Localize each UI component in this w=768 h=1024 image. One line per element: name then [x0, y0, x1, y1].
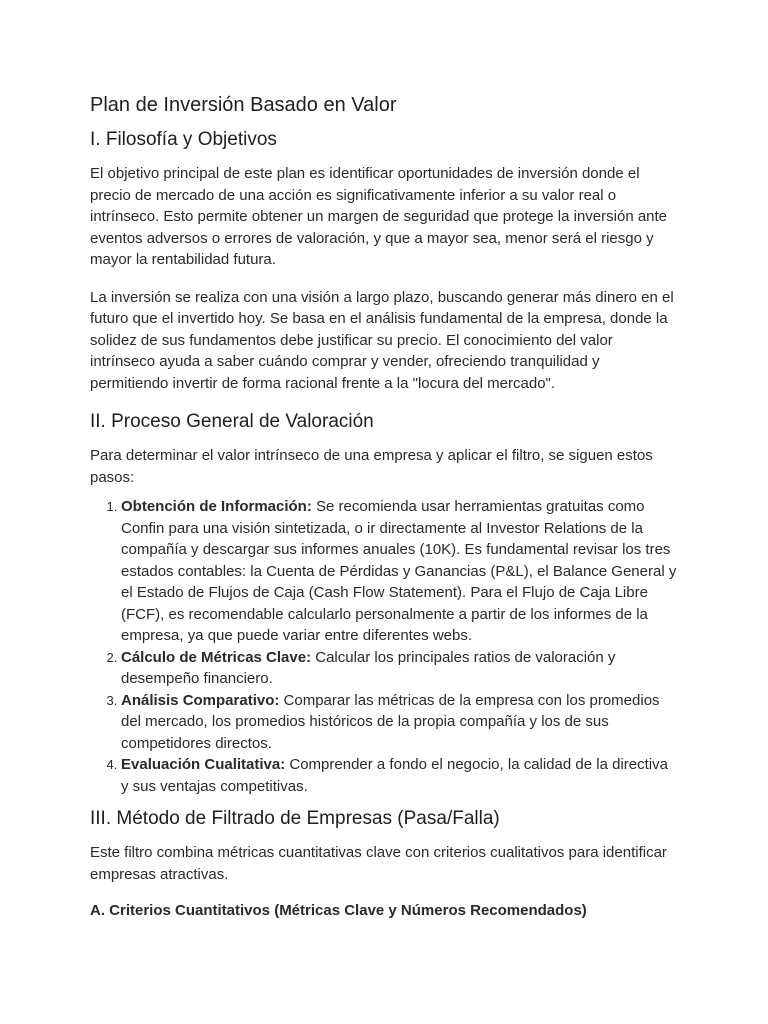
section-heading: I. Filosofía y Objetivos — [90, 129, 277, 150]
paragraph: La inversión se realiza con una visión a largo plazo, buscando generar más dinero en el futuro que el invertido hoy. Se basa en el análisis fundamental de la empresa, donde la solidez de sus fundamentos debe justificar su precio. El conocimiento del valor intrínseco ayuda a saber cuándo comprar y vender, ofreciendo tranquilidad y permitiendo invertir de forma racional frente a la "locura del mercado". — [90, 288, 674, 392]
step-title: Análisis Comparativo: — [121, 691, 280, 709]
step-text: Comprender a fondo el negocio, la calidad de la directiva y sus ventajas competitivas. — [121, 756, 668, 795]
paragraph: El objetivo principal de este plan es identificar oportunidades de inversión donde el precio de mercado de una acción es significativamente inferior a su valor real o intrínseco. Esto permite obtener un margen de seguridad que protege la inversión ante eventos adversos o errores de valoración, y que a mayor sea, menor será el riesgo y mayor la rentabilidad futura. — [90, 165, 668, 268]
list-item — [121, 647, 678, 690]
subsection-heading: A. Criterios Cuantitativos (Métricas Clave y Números Recomendados) — [90, 902, 587, 919]
steps-list — [90, 496, 678, 797]
list-item — [121, 496, 678, 647]
section-metodo-filtrado — [90, 807, 678, 921]
section-intro: Para determinar el valor intrínseco de una empresa y aplicar el filtro, se siguen estos pasos: — [90, 447, 653, 486]
step-text: Comparar las métricas de la empresa con los promedios del mercado, los promedios históricos de la propia compañía y los de sus competidores directos. — [121, 691, 660, 752]
section-filosofia-objetivos — [90, 128, 678, 394]
step-text: Se recomienda usar herramientas gratuitas como Confin para una visión sintetizada, o ir directamente al Investor Relations de la compañía y descargar sus informes anuales (10K). Es fundamental revisar los tres estados contables: la Cuenta de Pérdidas y Ganancias (P&L), el Balance General y el Estado de Flujos de Caja (Cash Flow Statement). Para el Flujo de Caja Libre (FCF), es recomendable calcularlo personalmente a partir de los informes de la empresa, ya que puede variar entre diferentes webs. — [121, 498, 677, 644]
step-text: Calcular los principales ratios de valoración y desempeño financiero. — [121, 648, 616, 687]
document-title: Plan de Inversión Basado en Valor — [90, 94, 397, 116]
step-title: Obtención de Información: — [121, 498, 312, 515]
section-proceso-valoracion — [90, 410, 678, 797]
section-heading: II. Proceso General de Valoración — [90, 411, 374, 432]
list-item — [121, 690, 678, 755]
section-intro: Este filtro combina métricas cuantitativas clave con criterios cualitativos para identificar empresas atractivas. — [90, 844, 667, 883]
list-item — [121, 754, 678, 797]
section-heading: III. Método de Filtrado de Empresas (Pasa/Falla) — [90, 808, 500, 829]
step-title: Cálculo de Métricas Clave: — [121, 648, 312, 666]
step-title: Evaluación Cualitativa: — [121, 756, 286, 773]
